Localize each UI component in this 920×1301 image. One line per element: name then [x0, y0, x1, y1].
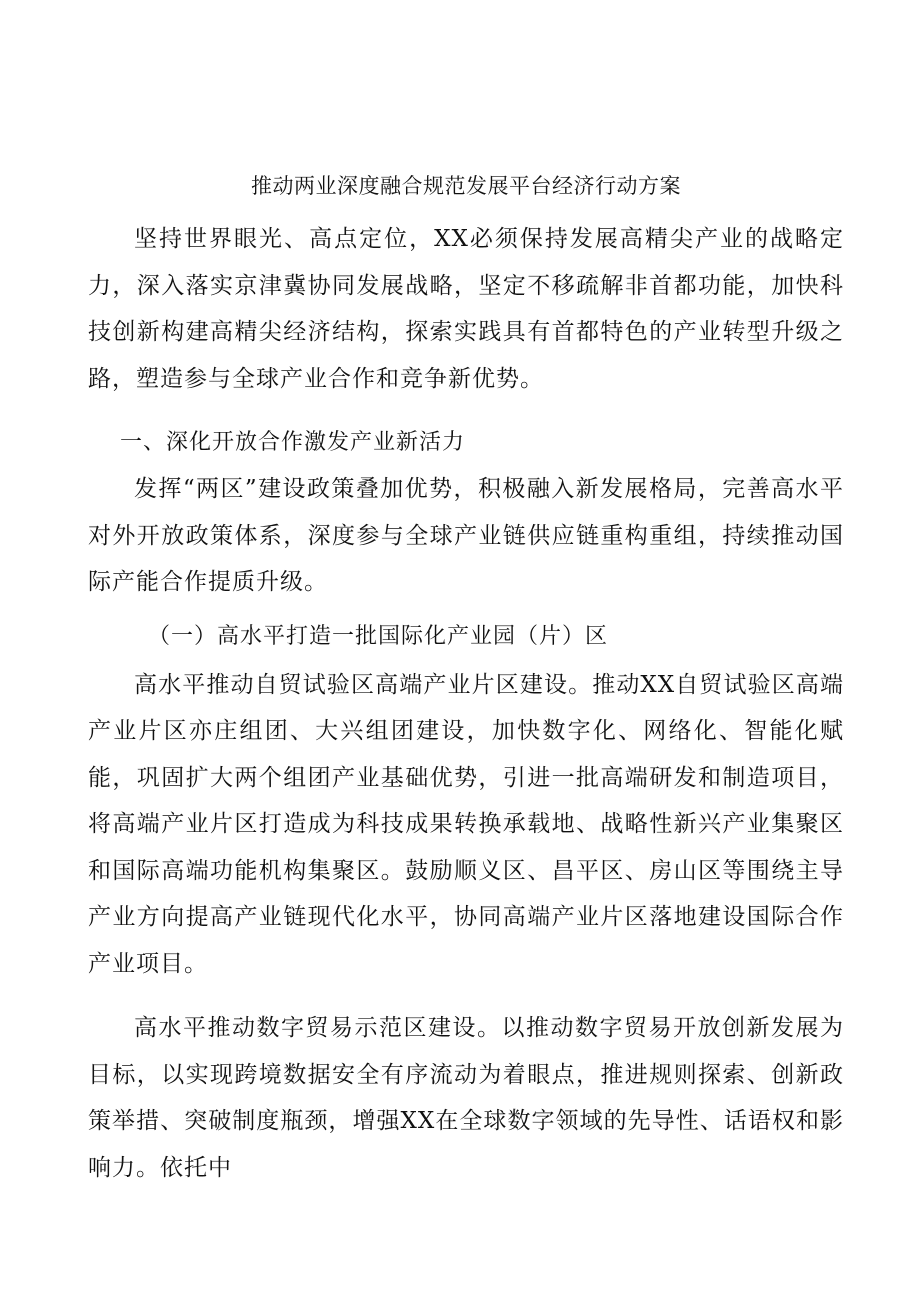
- document-body: [88, 168, 844, 1191]
- subsection-1-paragraph-2: 高水平推动数字贸易示范区建设。以推动数字贸易开放创新发展为目标，以实现跨境数据安全有序流动为着眼点，推进规则探索、创新政策举措、突破制度瓶颈，增强XX在全球数字领域的先导性、话语权和影响力。依托中: [88, 1015, 844, 1181]
- subsection-1-paragraph-1: 高水平推动自贸试验区高端产业片区建设。推动XX自贸试验区高端产业片区亦庄组团、大兴组团建设，加快数字化、网络化、智能化赋能，巩固扩大两个组团产业基础优势，引进一批高端研发和制造项目，将高端产业片区打造成为科技成果转换承载地、战略性新兴产业集聚区和国际高端功能机构集聚区。鼓励顺义区、昌平区、房山区等围绕主导产业方向提高产业链现代化水平，协同高端产业片区落地建设国际合作产业项目。: [88, 671, 844, 977]
- intro-paragraph: 坚持世界眼光、高点定位，XX必须保持发展高精尖产业的战略定力，深入落实京津冀协同发展战略，坚定不移疏解非首都功能，加快科技创新构建高精尖经济结构，探索实践具有首都特色的产业转型升级之路，塑造参与全球产业合作和竞争新优势。: [88, 226, 844, 392]
- subsection-heading-1: （一）高水平打造一批国际化产业园（片）区: [148, 623, 609, 649]
- section-heading-1: 一、深化开放合作激发产业新活力: [120, 430, 466, 455]
- section-1-paragraph: 发挥“两区”建设政策叠加优势，积极融入新发展格局，完善高水平对外开放政策体系，深度参与全球产业链供应链重构重组，持续推动国际产能合作提质升级。: [88, 476, 844, 595]
- document-title: 推动两业深度融合规范发展平台经济行动方案: [251, 174, 681, 198]
